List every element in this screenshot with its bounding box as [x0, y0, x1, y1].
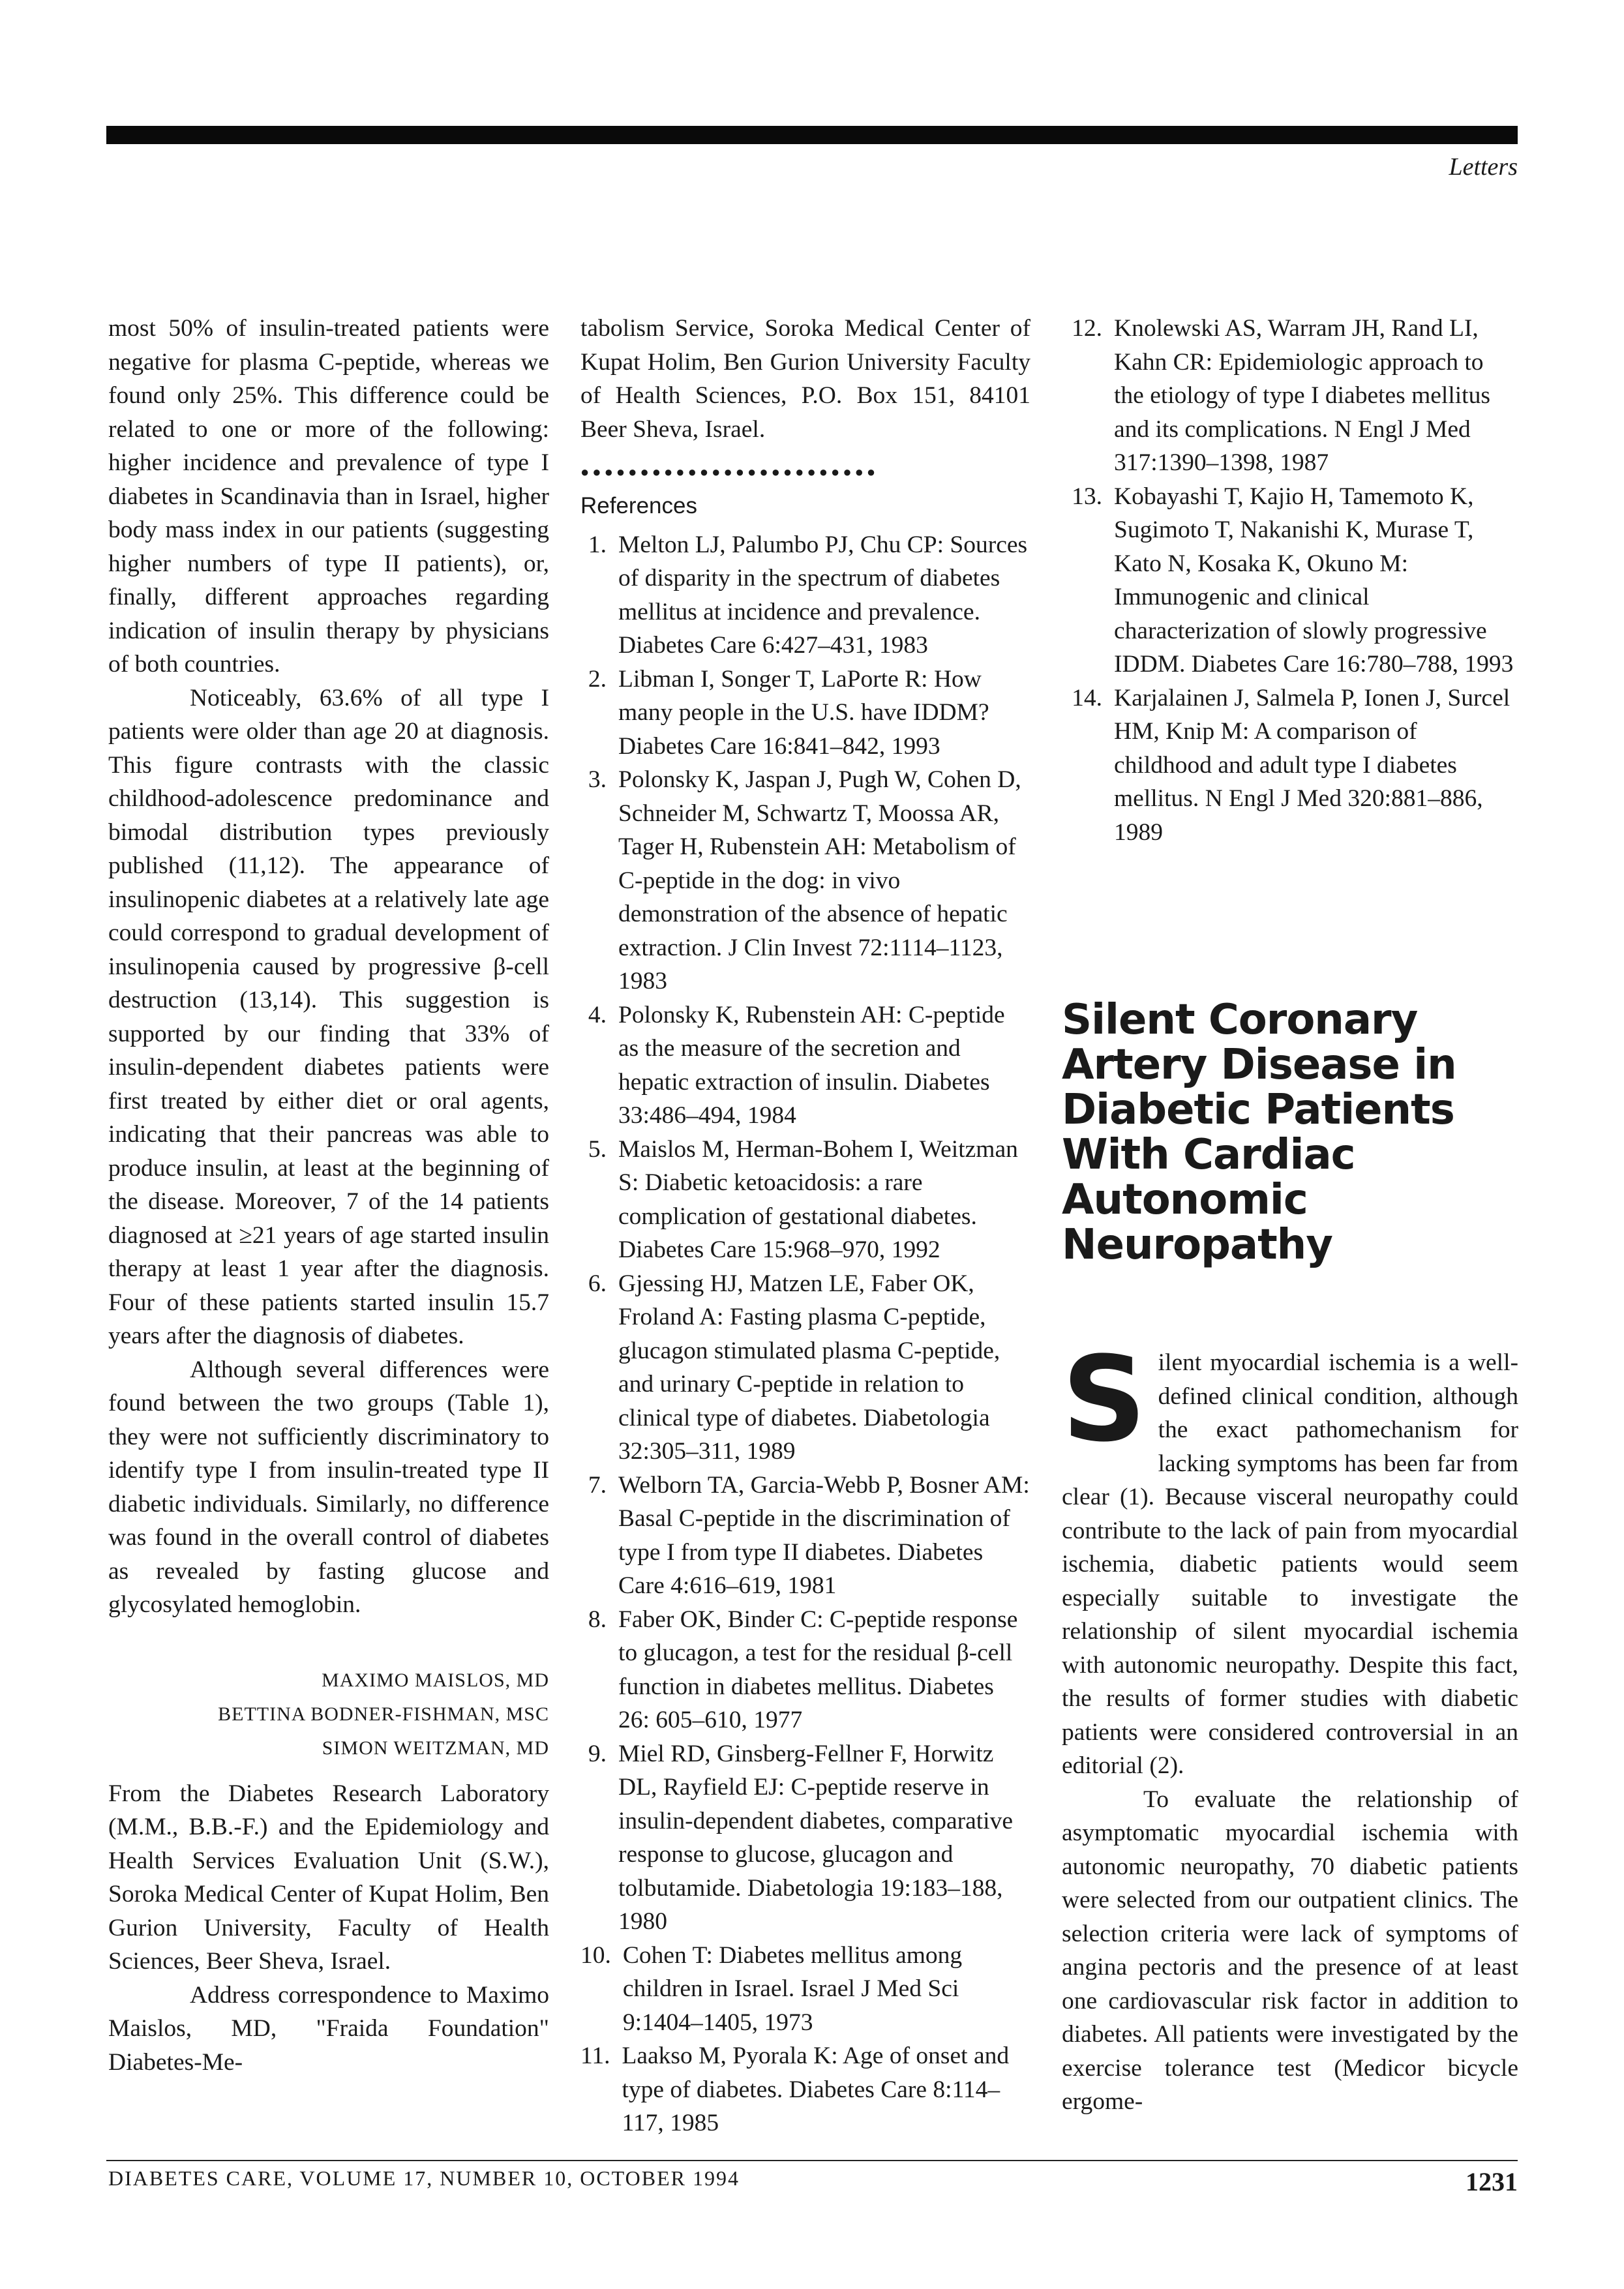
article-title-line: Neuropathy — [1062, 1221, 1332, 1269]
reference-number: 4. — [588, 1001, 607, 1028]
journal-citation: DIABETES CARE, VOLUME 17, NUMBER 10, OCTOBER 1994 — [108, 2166, 740, 2190]
references-heading: References — [580, 493, 697, 518]
reference-list — [580, 528, 1030, 2140]
reference-item — [580, 528, 1030, 663]
reference-text: Polonsky K, Rubenstein AH: C-peptide as the measure of the secretion and hepatic extraction of insulin. Diabetes 33:486–494, 1984 — [618, 1001, 1005, 1129]
reference-text: Libman I, Songer T, LaPorte R: How many people in the U.S. have IDDM? Diabetes Care 16:841–842, 1993 — [618, 665, 989, 760]
reference-item — [1062, 480, 1518, 681]
body-paragraph: To evaluate the relationship of asymptomatic myocardial ischemia with autonomic neuropathy, 70 diabetic patients were selected from our outpatient clinics. The selection criteria were lack of symptoms of angina pectoris and the presence of at least one cardiovascular risk factor in addition to diabetes. All patients were investigated by the exercise tolerance test (Medicor bicycle ergome- — [1062, 1786, 1518, 2115]
reference-item — [580, 1939, 1030, 2040]
reference-number: 6. — [588, 1270, 607, 1297]
reference-text: Kobayashi T, Kajio H, Tamemoto K, Sugimoto T, Nakanishi K, Murase T, Kato N, Kosaka K, Okuno M: Immunogenic and clinical characterization of slowly progressive IDDM. Diabetes Care 16:780–788, 1993 — [1114, 483, 1514, 678]
header-rule — [106, 126, 1518, 144]
article-title-line: Silent Coronary — [1062, 996, 1418, 1044]
author-name: SIMON WEITZMAN, MD — [322, 1737, 549, 1759]
reference-text: Laakso M, Pyorala K: Age of onset and type of diabetes. Diabetes Care 8:114–117, 1985 — [622, 2042, 1010, 2136]
reference-item — [580, 998, 1030, 1133]
reference-item — [1062, 681, 1518, 850]
column-2 — [580, 312, 1030, 2140]
reference-text: Welborn TA, Garcia-Webb P, Bosner AM: Basal C-peptide in the discrimination of type I from type II diabetes. Diabetes Care 4:616–619, 1981 — [618, 1471, 1030, 1599]
reference-number: 14. — [1072, 684, 1102, 711]
author-name: BETTINA BODNER-FISHMAN, MSC — [218, 1703, 549, 1725]
drop-cap: S — [1062, 1332, 1147, 1468]
reference-text: Faber OK, Binder C: C-peptide response to glucagon, a test for the residual β-cell function in diabetes mellitus. Diabetes 26: 605–610, 1977 — [618, 1606, 1018, 1733]
author-affiliation: From the Diabetes Research Laboratory (M.M., B.B.-F.) and the Epidemiology and Health Services Evaluation Unit (S.W.), Soroka Medical Center of Kupat Holim, Ben Gurion University, Faculty of Health Sciences, Beer Sheva, Israel. — [108, 1780, 549, 1975]
reference-number: 11. — [580, 2042, 610, 2069]
reference-text: Miel RD, Ginsberg-Fellner F, Horwitz DL, Rayfield EJ: C-peptide reserve in insulin-dependent diabetes, comparative response to glucose, glucagon and tolbutamide. Diabetologia 19:183–188, 1980 — [618, 1740, 1013, 1935]
reference-text: Maislos M, Herman-Bohem I, Weitzman S: Diabetic ketoacidosis: a rare complication of gestational diabetes. Diabetes Care 15:968–970, 1992 — [618, 1135, 1018, 1263]
author-list — [108, 1664, 549, 1765]
article-title-line: Artery Disease in — [1062, 1041, 1456, 1089]
reference-number: 9. — [588, 1740, 607, 1767]
reference-number: 10. — [580, 1941, 611, 1969]
reference-text: Gjessing HJ, Matzen LE, Faber OK, Froland A: Fasting plasma C-peptide, glucagon stimulated plasma C-peptide, and urinary C-peptide in relation to clinical type of diabetes. Diabetologia 32:305–311, 1989 — [618, 1270, 1000, 1465]
article-title — [1062, 998, 1518, 1268]
body-paragraph-text: ilent myocardial ischemia is a well-defined clinical condition, although the exact pathomechanism for lacking symptoms has been far from clear (1). Because visceral neuropathy could contribute to the lack of pain from myocardial ischemia, diabetic patients would seem especially suitable to investigate the relationship of silent myocardial ischemia with autonomic neuropathy. Despite this fact, the results of former studies with diabetic patients were considered controversial in an editorial (2). — [1062, 1349, 1518, 1779]
reference-item — [580, 1737, 1030, 1939]
reference-item — [580, 1469, 1030, 1603]
reference-list-continued — [1062, 312, 1518, 849]
body-paragraph: most 50% of insulin-treated patients were negative for plasma C-peptide, whereas we found only 25%. This difference could be related to one or more of the following: higher incidence and prevalence of type I diabetes in Scandinavia than in Israel, higher body mass index in our patients (suggesting higher numbers of type II patients), or, finally, different approaches regarding indication of insulin therapy by physicians of both countries. — [108, 315, 549, 678]
article-title-line: Diabetic Patients — [1062, 1086, 1454, 1134]
page-number: 1231 — [1466, 2167, 1518, 2196]
column-1 — [108, 312, 549, 2079]
reference-item — [1062, 312, 1518, 480]
reference-number: 3. — [588, 766, 607, 793]
footer-rule — [106, 2160, 1518, 2161]
reference-text: Cohen T: Diabetes mellitus among children in Israel. Israel J Med Sci 9:1404–1405, 1973 — [622, 1941, 963, 2036]
reference-item — [580, 763, 1030, 998]
reference-item — [580, 1603, 1030, 1737]
reference-item — [580, 2039, 1030, 2140]
reference-text: Melton LJ, Palumbo PJ, Chu CP: Sources of disparity in the spectrum of diabetes mellitus at incidence and prevalence. Diabetes Care 6:427–431, 1983 — [618, 531, 1028, 659]
body-paragraph: Noticeably, 63.6% of all type I patients were older than age 20 at diagnosis. This figure contrasts with the classic childhood-adolescence predominance and bimodal distribution types previously published (11,12). The appearance of insulinopenic diabetes at a relatively late age could correspond to gradual development of insulinopenia caused by progressive β-cell destruction (13,14). This suggestion is supported by our finding that 33% of insulin-dependent diabetes patients were first treated by either diet or oral agents, indicating that their pancreas was able to produce insulin, at least at the beginning of the disease. Moreover, 7 of the 14 patients diagnosed at ≥21 years of age started insulin therapy at least 1 year after the diagnosis. Four of these patients started insulin 15.7 years after the diagnosis of diabetes. — [108, 684, 549, 1349]
reference-number: 1. — [588, 531, 607, 558]
section-label: Letters — [1449, 153, 1518, 181]
article-title-line: Autonomic — [1062, 1176, 1308, 1224]
reference-number: 5. — [588, 1135, 607, 1163]
reference-number: 12. — [1072, 315, 1102, 342]
article-title-line: With Cardiac — [1062, 1131, 1355, 1179]
reference-number: 2. — [588, 665, 607, 693]
body-paragraph — [1062, 1332, 1518, 1783]
reference-text: Knolewski AS, Warram JH, Rand LI, Kahn CR: Epidemiologic approach to the etiology of type I diabetes mellitus and its complications. N Engl J Med 317:1390–1398, 1987 — [1114, 315, 1490, 476]
reference-item — [580, 663, 1030, 764]
reference-number: 8. — [588, 1606, 607, 1633]
dotted-divider: ●●●●●●●●●●●●●●●●●●●●●●●●● — [580, 464, 879, 480]
reference-text: Polonsky K, Jaspan J, Pugh W, Cohen D, Schneider M, Schwartz T, Moossa AR, Tager H, Rubenstein AH: Metabolism of C-peptide in the dog: in vivo demonstration of the absence of hepatic extraction. J Clin Invest 72:1114–1123, 1983 — [618, 766, 1021, 995]
reference-text: Karjalainen J, Salmela P, Ionen J, Surcel HM, Knip M: A comparison of childhood and adult type I diabetes mellitus. N Engl J Med 320:881–886, 1989 — [1114, 684, 1511, 846]
body-paragraph: Although several differences were found between the two groups (Table 1), they were not sufficiently discriminatory to identify type I from insulin-treated type II diabetic individuals. Similarly, no difference was found in the overall control of diabetes as revealed by fasting glucose and glycosylated hemoglobin. — [108, 1356, 549, 1618]
author-name: MAXIMO MAISLOS, MD — [322, 1669, 549, 1691]
reference-number: 7. — [588, 1471, 607, 1499]
column-3 — [1062, 312, 1518, 2119]
article-body — [1062, 1332, 1518, 2119]
reference-item — [580, 1267, 1030, 1469]
correspondence-address: Address correspondence to Maximo Maislos, MD, "Fraida Foundation" Diabetes-Me- — [108, 1981, 549, 2076]
correspondence-address-continued: tabolism Service, Soroka Medical Center of Kupat Holim, Ben Gurion University Faculty of Health Sciences, P.O. Box 151, 84101 Beer Sheva, Israel. — [580, 315, 1030, 443]
reference-item — [580, 1133, 1030, 1267]
reference-number: 13. — [1072, 483, 1102, 510]
